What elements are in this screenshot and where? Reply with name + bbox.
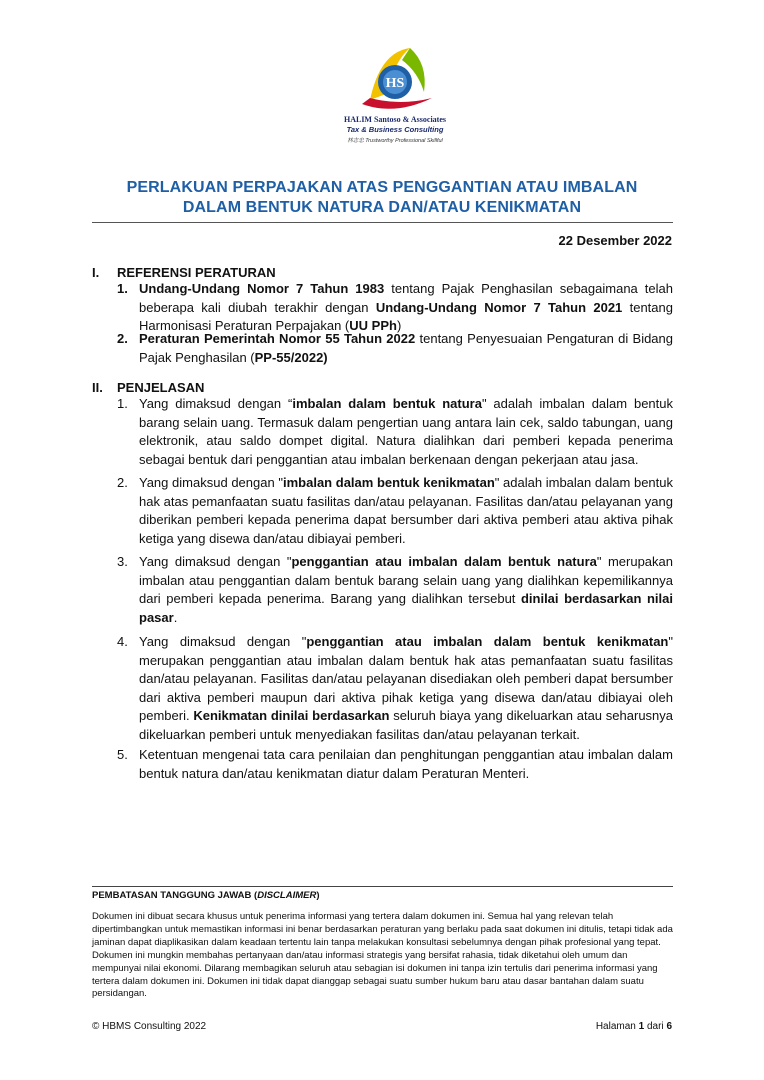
- explanation-item: [117, 553, 673, 627]
- bold-text: UU PPh: [349, 318, 397, 334]
- text-run: Yang dimaksud dengan ": [139, 634, 307, 649]
- text-run: " adalah imbalan dalam bentuk hak atas pemanfaatan suatu fasilitas dan/atau pelayanan. Fasilitas dan/atau pelayanan yang diberikan pemberi kepada penerima dapat bersumber dari aktiva pemberi atau aktiva pihak ketiga yang disewa dan/atau dibiayai pemberi.: [139, 475, 673, 546]
- text-run: seluruh biaya yang dikeluarkan atau seharusnya dikeluarkan pemberi untuk menyediakan fasilitas dan/atau pelayanan terkait.: [139, 708, 674, 742]
- item-number: 1.: [117, 396, 128, 411]
- item-text: [139, 553, 673, 627]
- page-total: 6: [666, 1021, 672, 1032]
- logo-tagline: 林志忠 Trustworthy Professional Skillful: [347, 138, 443, 144]
- disclaimer-heading-prefix: PEMBATASAN TANGGUNG JAWAB (: [92, 890, 258, 901]
- text-run: Ketentuan mengenai tata cara penilaian dan penghitungan penggantian atau imbalan dalam bentuk natura dan/atau kenikmatan diatur dalam Peraturan Menteri.: [139, 747, 673, 781]
- bold-text: Peraturan Pemerintah Nomor 55 Tahun 2022: [139, 331, 416, 346]
- page-number-prefix: Halaman: [595, 1021, 639, 1032]
- page-number-mid: dari: [644, 1021, 667, 1032]
- text-run: tentang Penyesuaian Pengaturan di Bidang Pajak Penghasilan (: [139, 331, 673, 365]
- item-text: [139, 330, 673, 367]
- bold-text: imbalan dalam bentuk natura: [292, 396, 482, 411]
- item-number: 2.: [117, 475, 128, 490]
- page-current: 1: [638, 1021, 645, 1032]
- logo-emblem-icon: [340, 42, 450, 114]
- text-run: tentang Harmonisasi Peraturan Perpajakan (: [139, 299, 673, 334]
- text-run: Yang dimaksud dengan ": [139, 554, 292, 569]
- text-run: tentang Pajak Penghasilan sebagaimana telah beberapa kali diubah terakhir dengan: [139, 281, 673, 315]
- bold-text: imbalan dalam bentuk kenikmatan: [282, 475, 495, 490]
- document-title-line1: PERLAKUAN PERPAJAKAN ATAS PENGGANTIAN ATAU IMBALAN: [126, 179, 638, 196]
- footer-copyright: © HBMS Consulting 2022: [92, 1021, 207, 1032]
- disclaimer-heading-emphasis: DISCLAIMER: [257, 890, 317, 901]
- bold-text: Kenikmatan dinilai berdasarkan: [193, 708, 390, 724]
- bold-text: penggantian atau imbalan dalam bentuk kenikmatan: [306, 634, 669, 649]
- bold-text: Undang-Undang Nomor 7 Tahun 1983: [139, 281, 385, 296]
- item-text: [139, 474, 673, 548]
- bold-text: Undang-Undang Nomor 7 Tahun 2021: [375, 299, 623, 315]
- item-text: [139, 633, 673, 745]
- bold-text: penggantian atau imbalan dalam bentuk natura: [291, 554, 597, 569]
- disclaimer-body: Dokumen ini dibuat secara khusus untuk penerima informasi yang tertera dalam dokumen ini. Semua hal yang relevan telah dipertimbangkan untuk memastikan informasi ini benar berdasarkan peraturan yang berlaku pada saat dokumen ini ditulis, tetapi tidak ada jaminan dapat diaplikasikan dalam keadaan tertentu lain tanpa melakukan konsultasi sebelumnya dengan pihak profesional yang tepat. Dokumen ini mungkin membahas pertanyaan dan/atau informasi strategis yang bersifat rahasia, tidak diketahui oleh umum dan mempunyai nilai ekonomi. Dilarang membagikan seluruh atau sebagian isi dokumen ini tanpa izin tertulis dari penerima informasi yang tertera dalam dokumen ini. Dokumen ini tidak dapat dianggap sebagai suatu sumber hukum baru atau dasar bantahan dalam suatu persidangan.: [92, 911, 673, 1000]
- item-text: [139, 280, 673, 336]
- item-number: 4.: [117, 634, 128, 649]
- explanation-item: [117, 395, 673, 469]
- document-date: 22 Desember 2022: [558, 233, 672, 248]
- title-divider: [92, 222, 673, 223]
- bold-text: dinilai berdasarkan nilai pasar: [139, 591, 673, 625]
- item-number: 2.: [117, 331, 128, 346]
- text-run: Yang dimaksud dengan ": [139, 475, 283, 490]
- text-run: " adalah imbalan dalam bentuk barang selain uang. Termasuk dalam pengertian uang antara lain cek, saldo tabungan, uang elektronik, atau saldo dompet digital. Natura dialihkan dari pemberi kepada penerima sebagai bentuk dari penggantian atau imbalan berkenaan dengan pekerjaan atau jasa.: [139, 396, 674, 467]
- logo-company-name: HALIM Santoso & Associates: [343, 115, 446, 124]
- company-logo: [340, 42, 450, 150]
- bold-text: PP-55/2022): [254, 349, 328, 365]
- text-run: .: [173, 609, 178, 625]
- text-run: ): [396, 318, 402, 334]
- explanation-item: [117, 746, 673, 783]
- section-1-number: I.: [92, 265, 100, 280]
- text-run: Yang dimaksud dengan “: [139, 396, 293, 411]
- section-2-title: PENJELASAN: [117, 380, 205, 395]
- section-2-number: II.: [92, 380, 103, 395]
- disclaimer-heading: [92, 890, 320, 901]
- disclaimer-divider: [92, 886, 673, 887]
- disclaimer-heading-suffix: ): [316, 890, 320, 901]
- explanation-item: [117, 474, 673, 548]
- item-number: 3.: [117, 554, 128, 569]
- explanation-item: [117, 633, 673, 745]
- reference-item: [117, 330, 673, 367]
- svg-text:HS: HS: [385, 76, 405, 91]
- section-1-title: REFERENSI PERATURAN: [117, 265, 276, 280]
- text-run: " merupakan imbalan atau penggantian dalam bentuk barang selain uang yang dialihkan kepemilikannya dari pemberi kepada penerima. Barang yang dialihkan tersebut: [139, 554, 674, 607]
- item-text: [139, 746, 673, 783]
- page-number: [596, 1021, 672, 1032]
- item-text: [139, 395, 673, 469]
- document-title-line2: DALAM BENTUK NATURA DAN/ATAU KENIKMATAN: [182, 199, 582, 216]
- item-number: 1.: [117, 281, 128, 296]
- item-number: 5.: [117, 747, 128, 762]
- text-run: " merupakan penggantian atau imbalan dalam bentuk hak atas pemanfaatan suatu fasilitas dan/atau pelayanan. Fasilitas dan/atau pelayanan disediakan oleh pemberi dapat bersumber dari aktiva pemberi maupun dari aktiva pihak ketiga yang disewa dan/atau dibiayai oleh pemberi.: [139, 634, 673, 724]
- logo-subtitle: Tax & Business Consulting: [346, 125, 444, 134]
- reference-item: [117, 280, 673, 336]
